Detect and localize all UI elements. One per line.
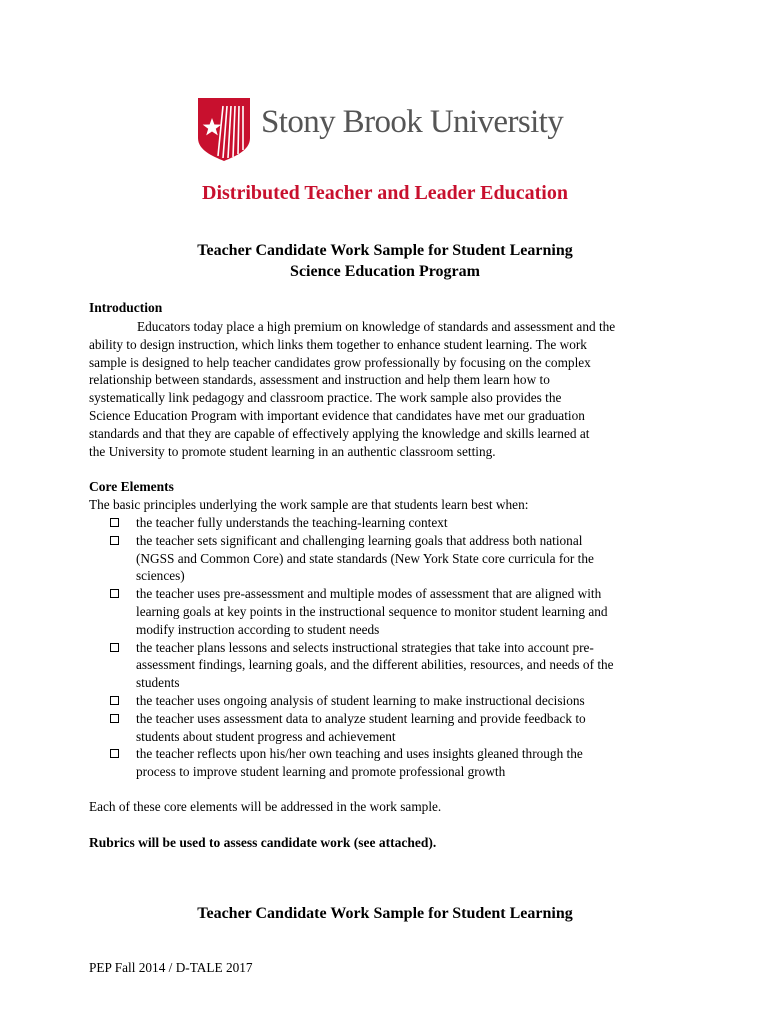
list-item-line: (NGSS and Common Core) and state standards (New York State core curricula for the [136, 550, 594, 566]
star-shield-icon [196, 96, 252, 162]
core-elements-heading: Core Elements [89, 479, 174, 494]
logo-wordmark: Stony Brook University [261, 104, 564, 140]
section-title: Teacher Candidate Work Sample for Student Learning [197, 905, 573, 922]
list-item-line: sciences) [136, 568, 185, 584]
checkbox-bullet-icon [110, 536, 119, 545]
checkbox-bullet-icon [110, 589, 119, 598]
paragraph-line: The basic principles underlying the work sample are that students learn best when: [89, 497, 529, 512]
list-item-line: students [136, 675, 180, 691]
list-item [108, 639, 708, 692]
paragraph-line: standards and that they are capable of effectively applying the knowledge and skills learned at [89, 425, 590, 441]
checkbox-bullet-icon [110, 518, 119, 527]
list-item-line: students about student progress and achievement [136, 728, 396, 744]
list-item-line: the teacher uses assessment data to analyze student learning and provide feedback to [136, 710, 586, 726]
document-subtitle-line-2: Science Education Program [290, 263, 480, 280]
list-item-line: the teacher reflects upon his/her own teaching and uses insights gleaned through the [136, 746, 583, 762]
list-item-line: the teacher sets significant and challenging learning goals that address both national [136, 532, 583, 548]
list-item [108, 745, 708, 781]
list-item-line: modify instruction according to student needs [136, 621, 380, 637]
program-title: Distributed Teacher and Leader Education [202, 182, 568, 204]
list-item [108, 514, 708, 532]
checkbox-bullet-icon [110, 749, 119, 758]
document-subtitle-line-1: Teacher Candidate Work Sample for Student Learning [197, 242, 573, 259]
paragraph-line: Science Education Program with important evidence that candidates have met our graduation [89, 407, 585, 423]
list-item-line: the teacher fully understands the teaching-learning context [136, 515, 448, 530]
paragraph-line: sample is designed to help teacher candidates grow professionally by focusing on the complex [89, 354, 591, 370]
page-footer: PEP Fall 2014 / D-TALE 2017 [89, 960, 253, 975]
list-item-line: the teacher uses ongoing analysis of student learning to make instructional decisions [136, 692, 585, 708]
closing-sentence: Each of these core elements will be addressed in the work sample. [89, 799, 442, 814]
list-item-line: the teacher uses pre-assessment and multiple modes of assessment that are aligned with [136, 586, 602, 602]
list-item-line: learning goals at key points in the instructional sequence to monitor student learning and [136, 603, 608, 619]
introduction-paragraph [89, 318, 689, 460]
checkbox-bullet-icon [110, 714, 119, 723]
introduction-heading: Introduction [89, 300, 163, 315]
list-item-line: assessment findings, learning goals, and the different abilities, resources, and needs of the [136, 657, 614, 673]
list-item-line: process to improve student learning and promote professional growth [136, 764, 506, 780]
list-item-line: the teacher plans lessons and selects instructional strategies that take into account pre- [136, 639, 594, 655]
rubrics-note: Rubrics will be used to assess candidate work (see attached). [89, 835, 437, 850]
list-item [108, 585, 708, 638]
paragraph-line: Educators today place a high premium on knowledge of standards and assessment and the [137, 319, 616, 334]
paragraph-line: ability to design instruction, which links them together to enhance student learning. The work [89, 336, 587, 352]
paragraph-line: systematically link pedagogy and classroom practice. The work sample also provides the [89, 390, 562, 406]
checkbox-bullet-icon [110, 696, 119, 705]
checkbox-bullet-icon [110, 643, 119, 652]
paragraph-line: relationship between standards, assessment and instruction and help them learn how to [89, 372, 550, 388]
core-elements-list [108, 514, 708, 781]
university-logo [196, 96, 596, 162]
list-item [108, 532, 708, 585]
list-item [108, 710, 708, 746]
paragraph-line: the University to promote student learning in an authentic classroom setting. [89, 443, 496, 459]
core-elements-intro [89, 496, 689, 514]
list-item [108, 692, 708, 710]
